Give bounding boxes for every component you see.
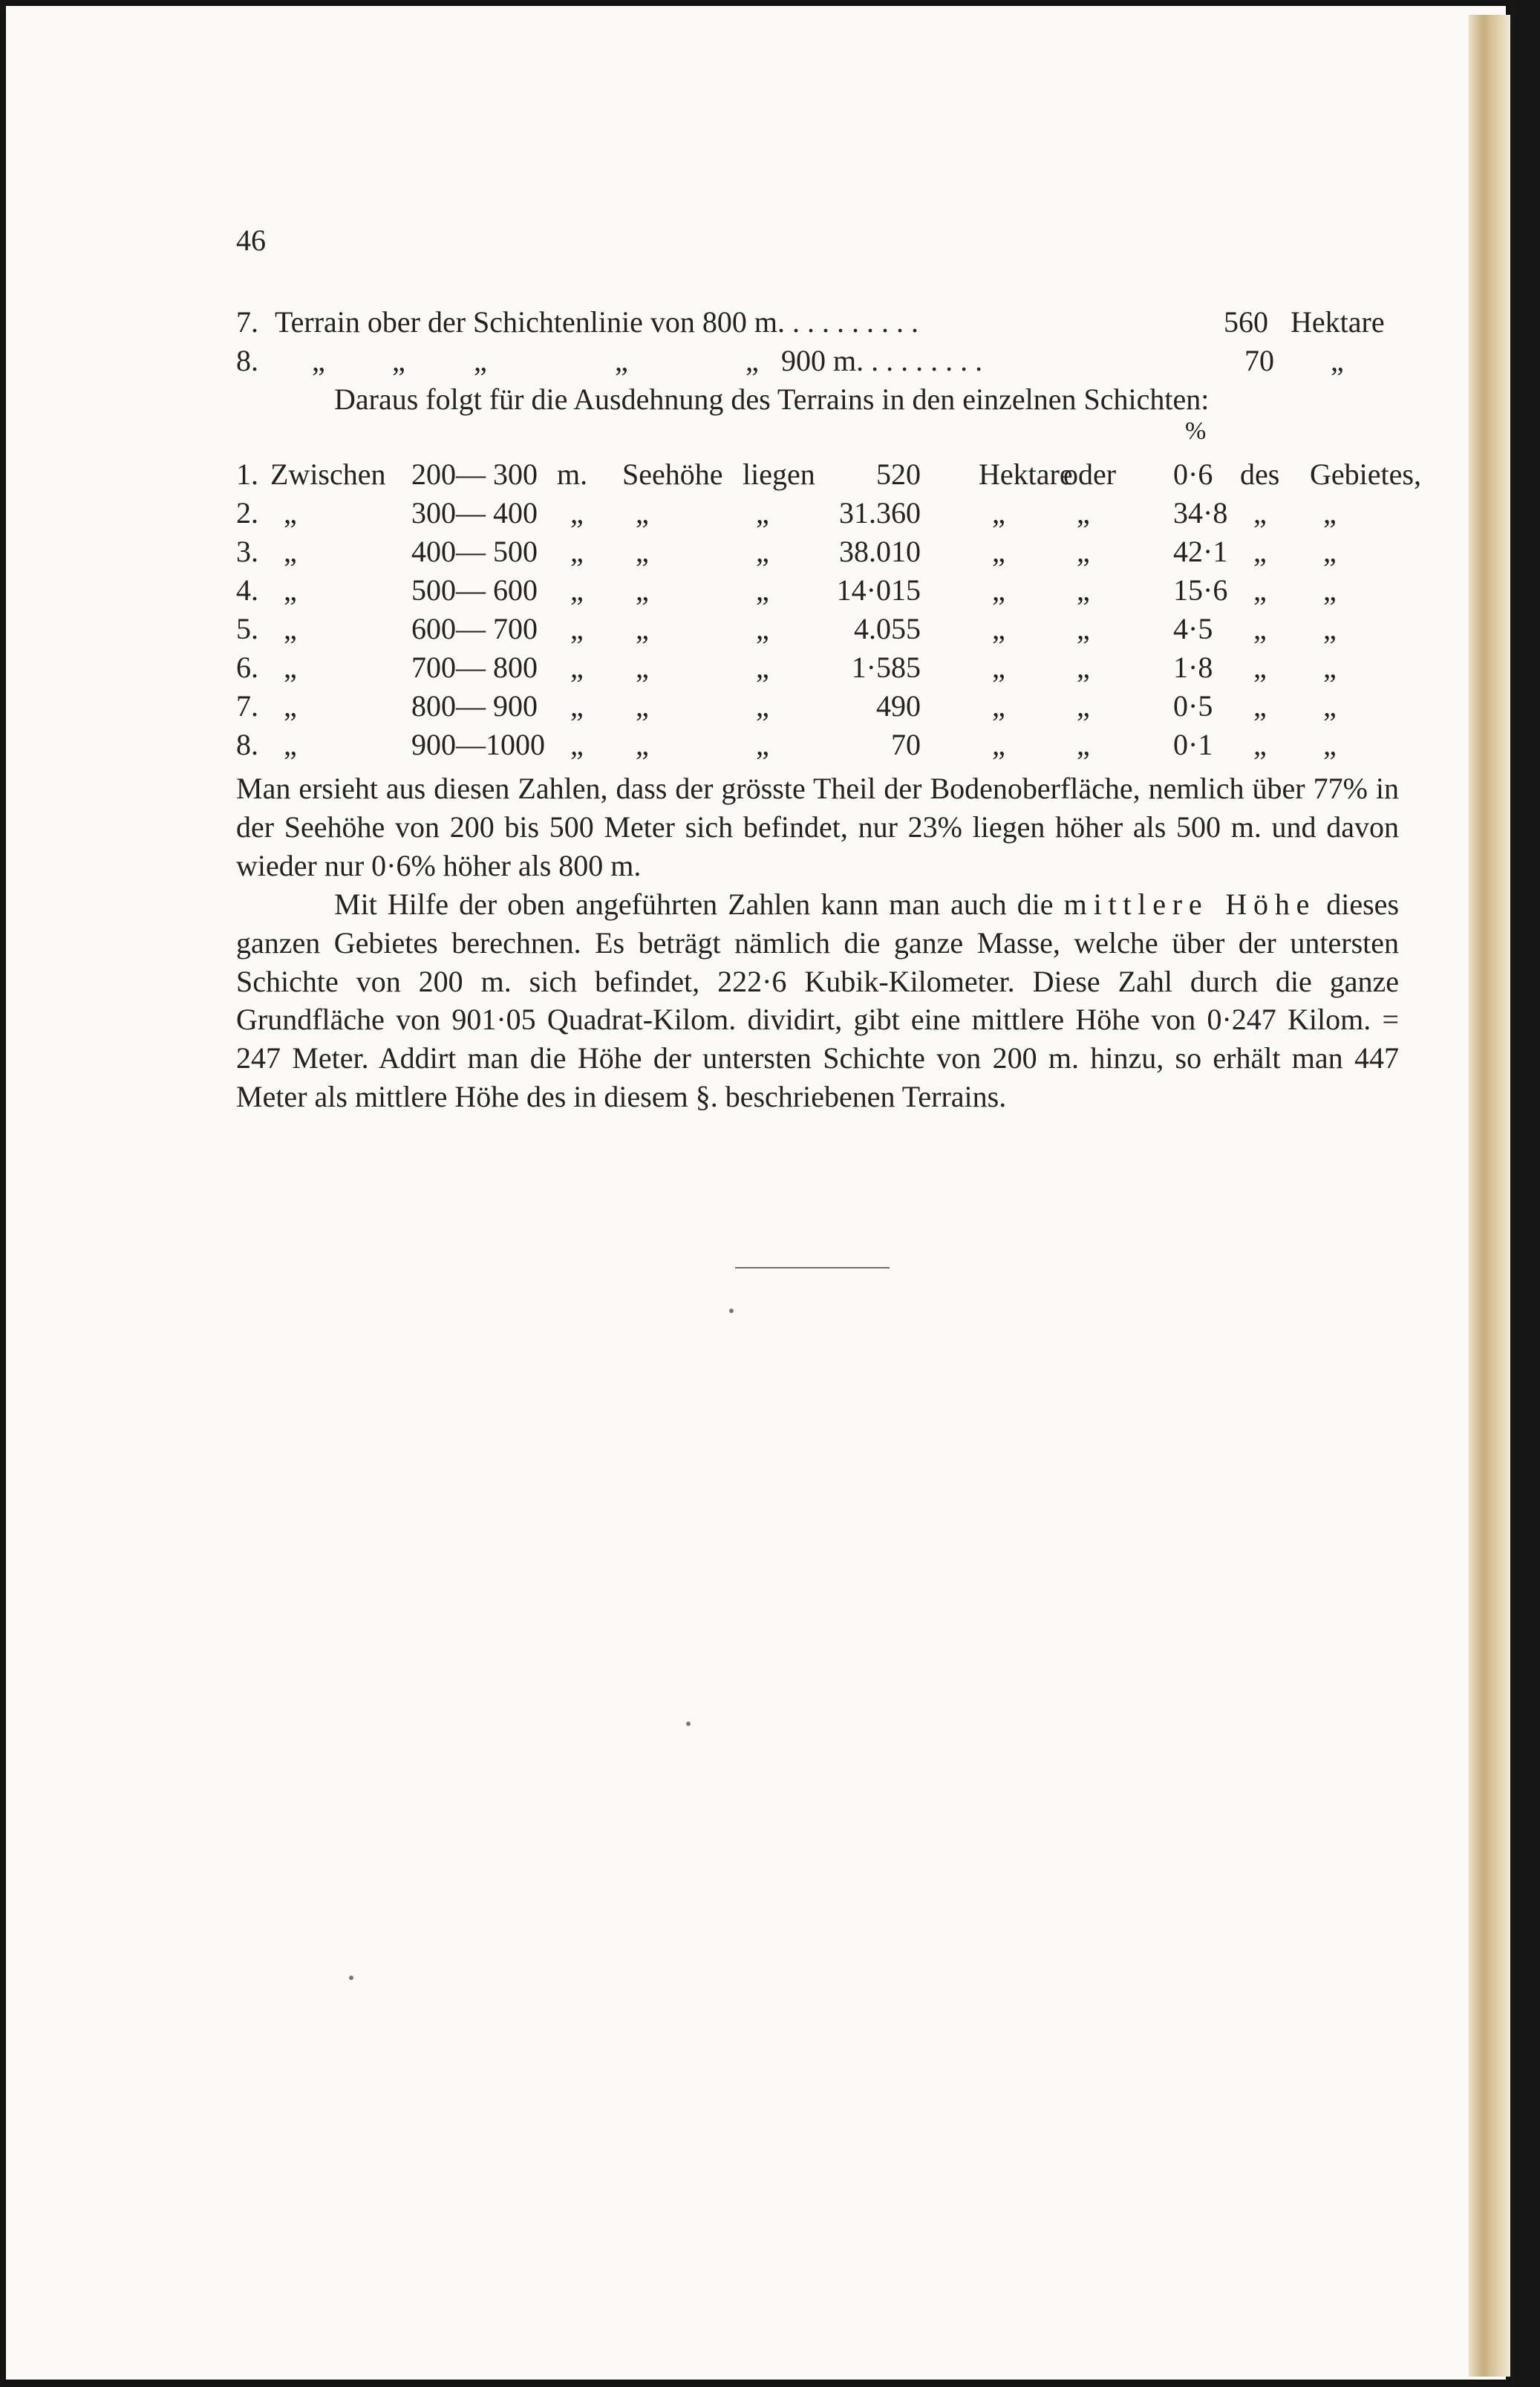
row-gebietes: „: [1323, 573, 1337, 607]
row-value: 70: [891, 728, 921, 761]
paragraph-mean-height-post: dieses ganzen Gebietes berechnen. Es beträgt nämlich die ganze Masse, welche über der untersten Schichte von 200 m. sich befindet, 222·6 Kubik-Kilometer. Diese Zahl durch die ganze Grundfläche von 901·05 Quadrat-Kilom. dividirt, gibt eine mittlere Höhe von 0·247 Kilom. = 247 Meter. Addirt man die Höhe der untersten Schichte von 200 m. hinzu, so erhält man 447 Meter als mittlere Höhe des in diesem §. beschriebenen Terrains.: [236, 888, 1400, 1113]
row-label: „: [284, 612, 297, 645]
row-unit: „: [570, 689, 584, 723]
line-8: [236, 343, 1399, 382]
line-8-ditto-2: „: [392, 344, 405, 377]
row-hektare: „: [992, 689, 1005, 723]
line-8-ditto-4: „: [615, 344, 628, 377]
paragraph-mean-height-pre: Mit Hilfe der oben angeführten Zahlen kann man auch die: [334, 888, 1054, 921]
row-gebietes: „: [1323, 651, 1337, 684]
row-range: 200— 300: [411, 457, 538, 491]
table-row: [236, 573, 1399, 611]
line-8-ditto-1: „: [312, 344, 325, 377]
line-8-unit: „: [1331, 344, 1344, 377]
row-number: 1.: [236, 457, 258, 491]
row-unit: „: [570, 612, 584, 645]
row-des: des: [1240, 457, 1280, 491]
row-percent: 1·8: [1173, 651, 1213, 684]
elevation-table: [236, 457, 1421, 769]
row-hektare: „: [992, 651, 1005, 684]
row-number: 4.: [236, 573, 258, 607]
row-percent: 4·5: [1173, 612, 1213, 645]
book-spine: [1469, 15, 1510, 2377]
row-percent: 34·8: [1173, 496, 1228, 530]
row-des: „: [1253, 728, 1267, 761]
speck-1: [729, 1309, 734, 1313]
row-value: 520: [876, 457, 921, 491]
row-value: 490: [876, 689, 921, 723]
row-number: 6.: [236, 651, 258, 684]
row-gebietes: „: [1323, 496, 1337, 530]
row-unit: „: [570, 496, 584, 530]
table-row: [236, 727, 1399, 766]
row-liegen: „: [756, 728, 769, 761]
line-8-number: 8.: [236, 344, 258, 377]
row-liegen: liegen: [743, 457, 815, 491]
row-oder: „: [1077, 689, 1090, 723]
speck-3: [349, 1976, 353, 1980]
row-hektare: „: [992, 535, 1005, 568]
section-divider: [735, 1267, 890, 1269]
emphasis-mittlere-hoehe: mittlere Höhe: [1063, 888, 1316, 921]
row-percent: 0·6: [1173, 457, 1213, 491]
line-8-text: 900 m. . . . . . . . .: [781, 344, 983, 377]
row-oder: oder: [1063, 457, 1117, 491]
row-hektare: „: [992, 728, 1005, 761]
row-seehoehe: „: [636, 651, 649, 684]
speck-2: [686, 1722, 691, 1726]
row-oder: „: [1077, 535, 1090, 568]
row-hektare: „: [992, 496, 1005, 530]
row-seehoehe: „: [636, 612, 649, 645]
row-seehoehe: „: [636, 728, 649, 761]
table-row: [236, 534, 1399, 573]
row-unit: „: [570, 573, 584, 607]
row-liegen: „: [756, 496, 769, 530]
row-label: „: [284, 728, 297, 761]
row-hektare: „: [992, 612, 1005, 645]
row-seehoehe: „: [636, 535, 649, 568]
table-row: [236, 688, 1399, 727]
line-7-unit: Hektare: [1291, 305, 1385, 339]
row-number: 5.: [236, 612, 258, 645]
row-unit: „: [570, 728, 584, 761]
row-gebietes: „: [1323, 689, 1337, 723]
row-oder: „: [1077, 651, 1090, 684]
row-liegen: „: [756, 535, 769, 568]
row-seehoehe: „: [636, 573, 649, 607]
row-value: 14·015: [836, 573, 921, 607]
row-label: „: [284, 573, 297, 607]
row-range: 800— 900: [411, 689, 538, 723]
row-value: 31.360: [839, 496, 921, 530]
row-hektare: „: [992, 573, 1005, 607]
row-label: „: [284, 535, 297, 568]
table-row: [236, 495, 1399, 534]
row-seehoehe: „: [636, 496, 649, 530]
row-label: „: [284, 651, 297, 684]
scan-edge: [1510, 0, 1540, 2387]
row-liegen: „: [756, 573, 769, 607]
table-intro-text: Daraus folgt für die Ausdehnung des Terrains in den einzelnen Schichten:: [334, 382, 1210, 416]
row-seehoehe: „: [636, 689, 649, 723]
row-range: 500— 600: [411, 573, 538, 607]
row-liegen: „: [756, 612, 769, 645]
row-range: 900—1000: [411, 728, 545, 761]
line-8-value: 70: [1244, 344, 1274, 377]
row-des: „: [1253, 496, 1267, 530]
percent-header: [236, 417, 1399, 456]
row-gebietes: Gebietes,: [1310, 457, 1421, 491]
row-range: 700— 800: [411, 651, 538, 684]
row-gebietes: „: [1323, 612, 1337, 645]
row-number: 3.: [236, 535, 258, 568]
row-label: „: [284, 689, 297, 723]
row-hektare: Hektare: [979, 457, 1073, 491]
row-percent: 0·1: [1173, 728, 1213, 761]
row-range: 600— 700: [411, 612, 538, 645]
row-number: 2.: [236, 496, 258, 530]
row-percent: 15·6: [1173, 573, 1228, 607]
row-des: „: [1253, 651, 1267, 684]
row-gebietes: „: [1323, 535, 1337, 568]
row-range: 400— 500: [411, 535, 538, 568]
row-des: „: [1253, 573, 1267, 607]
line-7-value: 560: [1224, 305, 1268, 339]
row-seehoehe: Seehöhe: [622, 457, 723, 491]
row-oder: „: [1077, 573, 1090, 607]
row-range: 300— 400: [411, 496, 538, 530]
row-value: 38.010: [839, 535, 921, 568]
row-number: 8.: [236, 728, 258, 761]
line-7: [236, 305, 1399, 343]
row-label: Zwischen: [270, 457, 386, 491]
row-value: 1·585: [851, 651, 921, 684]
paragraph-distribution: Man ersieht aus diesen Zahlen, dass der grösste Theil der Bodenoberfläche, nemlich über 77% in der Seehöhe von 200 bis 500 Meter sich befindet, nur 23% liegen höher als 500 m. und davon wieder nur 0·6% höher als 800 m.: [236, 772, 1399, 882]
row-oder: „: [1077, 496, 1090, 530]
row-percent: 0·5: [1173, 689, 1213, 723]
percent-header-text: %: [1185, 417, 1207, 445]
row-liegen: „: [756, 651, 769, 684]
table-row: [236, 611, 1399, 650]
table-row: [236, 650, 1399, 688]
line-7-number: 7.: [236, 305, 258, 339]
row-label: „: [284, 496, 297, 530]
line-7-text: Terrain ober der Schichtenlinie von 800 m. . . . . . . . . .: [275, 305, 919, 339]
row-unit: m.: [557, 457, 588, 491]
table-intro: [236, 382, 1399, 420]
row-liegen: „: [756, 689, 769, 723]
row-des: „: [1253, 689, 1267, 723]
line-8-ditto-5: „: [745, 344, 759, 377]
line-8-ditto-3: „: [474, 344, 487, 377]
table-row: [236, 457, 1421, 495]
page-number: 46: [236, 224, 266, 257]
row-unit: „: [570, 535, 584, 568]
row-number: 7.: [236, 689, 258, 723]
row-unit: „: [570, 651, 584, 684]
row-des: „: [1253, 535, 1267, 568]
paragraph-mean-height: [236, 885, 1399, 1116]
row-gebietes: „: [1323, 728, 1337, 761]
row-oder: „: [1077, 728, 1090, 761]
row-value: 4.055: [854, 612, 921, 645]
row-percent: 42·1: [1173, 535, 1228, 568]
row-oder: „: [1077, 612, 1090, 645]
row-des: „: [1253, 612, 1267, 645]
